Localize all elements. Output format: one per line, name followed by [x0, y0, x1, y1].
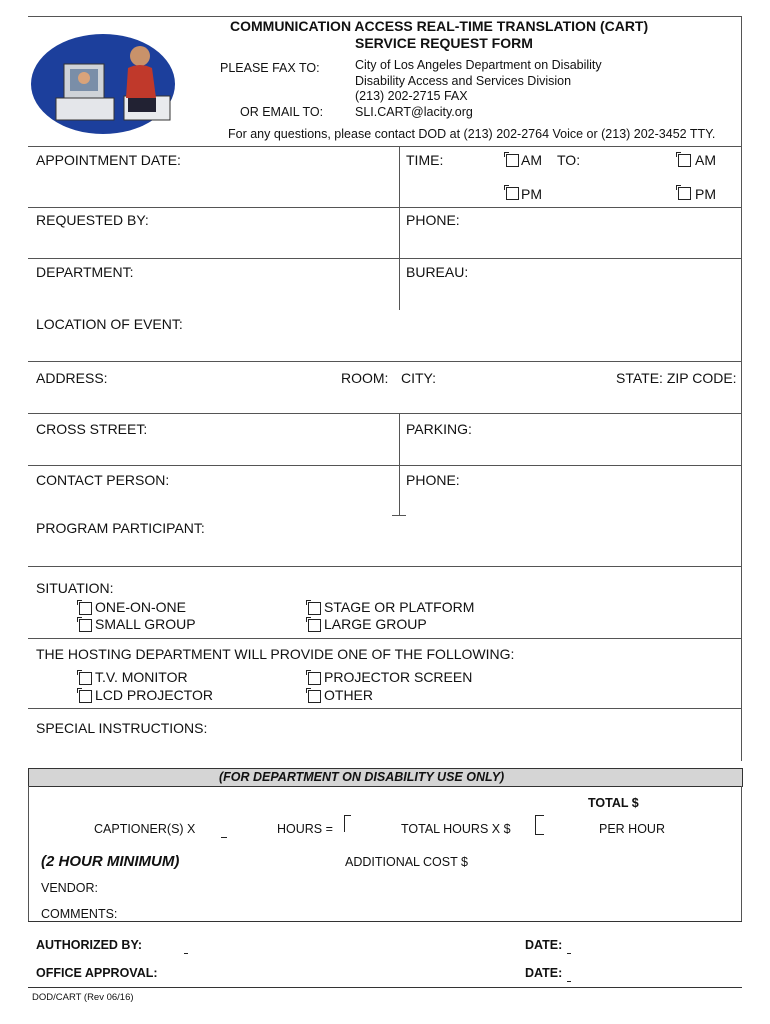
room-label: ROOM: [341, 370, 389, 386]
program-participant-label: PROGRAM PARTICIPANT: [36, 520, 205, 536]
hours-label: HOURS = [277, 822, 333, 836]
state-zip-label: STATE: ZIP CODE: [616, 370, 737, 386]
authorized-by-label: AUTHORIZED BY: [36, 938, 143, 952]
divider [28, 413, 742, 414]
hours-field[interactable] [344, 815, 351, 832]
phone-label: PHONE: [406, 212, 460, 228]
fax-label: PLEASE FAX TO: [220, 61, 320, 75]
lcd-projector-checkbox[interactable] [79, 690, 92, 703]
end-pm-label: PM [695, 186, 716, 202]
appointment-date-label: APPOINTMENT DATE: [36, 152, 181, 168]
minimum-note: (2 HOUR MINIMUM) [41, 853, 180, 870]
divider [399, 413, 400, 465]
start-am-label: AM [521, 152, 542, 168]
divider [28, 566, 742, 567]
rate-field[interactable] [535, 815, 544, 835]
time-label: TIME: [406, 152, 444, 168]
divider [28, 708, 742, 709]
office-use-banner [28, 768, 743, 787]
address-line1: City of Los Angeles Department on Disability [355, 58, 602, 72]
special-instructions-label: SPECIAL INSTRUCTIONS: [36, 720, 208, 736]
address-label: ADDRESS: [36, 370, 108, 386]
divider [399, 146, 400, 208]
large-group-label: LARGE GROUP [324, 616, 427, 632]
address-line2: Disability Access and Services Division [355, 74, 572, 88]
divider [741, 207, 742, 259]
approval-date-field[interactable] [567, 981, 571, 982]
questions-note: For any questions, please contact DOD at (213) 202-2764 Voice or (213) 202-3452 TTY. [228, 127, 716, 141]
other-checkbox[interactable] [308, 690, 321, 703]
divider [28, 207, 742, 208]
contact-person-label: CONTACT PERSON: [36, 472, 170, 488]
form-title-line2: SERVICE REQUEST FORM [355, 35, 533, 51]
divider [28, 258, 742, 259]
stage-platform-checkbox[interactable] [308, 602, 321, 615]
divider [28, 465, 742, 466]
stage-platform-label: STAGE OR PLATFORM [324, 599, 475, 615]
contact-phone-label: PHONE: [406, 472, 460, 488]
start-pm-checkbox[interactable] [506, 187, 519, 200]
to-label: TO: [557, 152, 581, 168]
divider [741, 258, 742, 362]
end-am-checkbox[interactable] [678, 154, 691, 167]
start-pm-label: PM [521, 186, 542, 202]
parking-label: PARKING: [406, 421, 472, 437]
email-address[interactable]: SLI.CART@lacity.org [355, 105, 473, 119]
captioners-field[interactable] [221, 837, 227, 838]
divider [28, 786, 29, 922]
total-hours-label: TOTAL HOURS X $ [401, 822, 511, 836]
total-label: TOTAL $ [588, 796, 639, 810]
divider [28, 921, 742, 922]
authorized-date-label: DATE: [525, 938, 563, 952]
city-label: CITY: [401, 370, 437, 386]
divider [28, 987, 742, 988]
frame-right-header [741, 16, 742, 146]
divider [399, 207, 400, 259]
approval-date-label: DATE: [525, 966, 563, 980]
location-label: LOCATION OF EVENT: [36, 316, 183, 332]
large-group-checkbox[interactable] [308, 619, 321, 632]
divider [28, 638, 742, 639]
requested-by-label: REQUESTED BY: [36, 212, 149, 228]
cross-street-label: CROSS STREET: [36, 421, 148, 437]
start-am-checkbox[interactable] [506, 154, 519, 167]
comments-label: COMMENTS: [41, 907, 118, 921]
revision-note: DOD/CART (Rev 06/16) [32, 992, 134, 1003]
tv-monitor-checkbox[interactable] [79, 672, 92, 685]
one-on-one-label: ONE-ON-ONE [95, 599, 186, 615]
small-group-checkbox[interactable] [79, 619, 92, 632]
end-pm-checkbox[interactable] [678, 187, 691, 200]
office-use-banner-text: (FOR DEPARTMENT ON DISABILITY USE ONLY) [219, 770, 505, 784]
authorized-date-field[interactable] [567, 953, 571, 954]
per-hour-label: PER HOUR [599, 822, 665, 836]
divider [741, 361, 742, 465]
divider [28, 146, 742, 147]
email-label: OR EMAIL TO: [240, 105, 324, 119]
form-title-line1: COMMUNICATION ACCESS REAL-TIME TRANSLATION (CART) [230, 18, 649, 34]
divider [399, 258, 400, 310]
projector-screen-checkbox[interactable] [308, 672, 321, 685]
captioners-label: CAPTIONER(S) X [94, 822, 196, 836]
department-label: DEPARTMENT: [36, 264, 134, 280]
vendor-label: VENDOR: [41, 881, 98, 895]
divider [741, 786, 742, 922]
lcd-projector-label: LCD PROJECTOR [95, 687, 213, 703]
bureau-label: BUREAU: [406, 264, 469, 280]
other-label: OTHER [324, 687, 373, 703]
fax-number: (213) 202-2715 FAX [355, 89, 468, 103]
projector-screen-label: PROJECTOR SCREEN [324, 669, 473, 685]
hosting-label: THE HOSTING DEPARTMENT WILL PROVIDE ONE OF THE FOLLOWING: [36, 646, 515, 662]
divider [741, 465, 742, 761]
tv-monitor-label: T.V. MONITOR [95, 669, 188, 685]
small-group-label: SMALL GROUP [95, 616, 196, 632]
additional-cost-label: ADDITIONAL COST $ [345, 855, 468, 869]
office-approval-label: OFFICE APPROVAL: [36, 966, 158, 980]
frame-top [28, 16, 742, 17]
situation-label: SITUATION: [36, 580, 114, 596]
department-logo [28, 18, 178, 140]
divider [392, 515, 406, 516]
one-on-one-checkbox[interactable] [79, 602, 92, 615]
divider [741, 146, 742, 208]
divider [399, 465, 400, 515]
divider [28, 361, 742, 362]
end-am-label: AM [695, 152, 716, 168]
authorized-by-field[interactable] [184, 953, 188, 954]
